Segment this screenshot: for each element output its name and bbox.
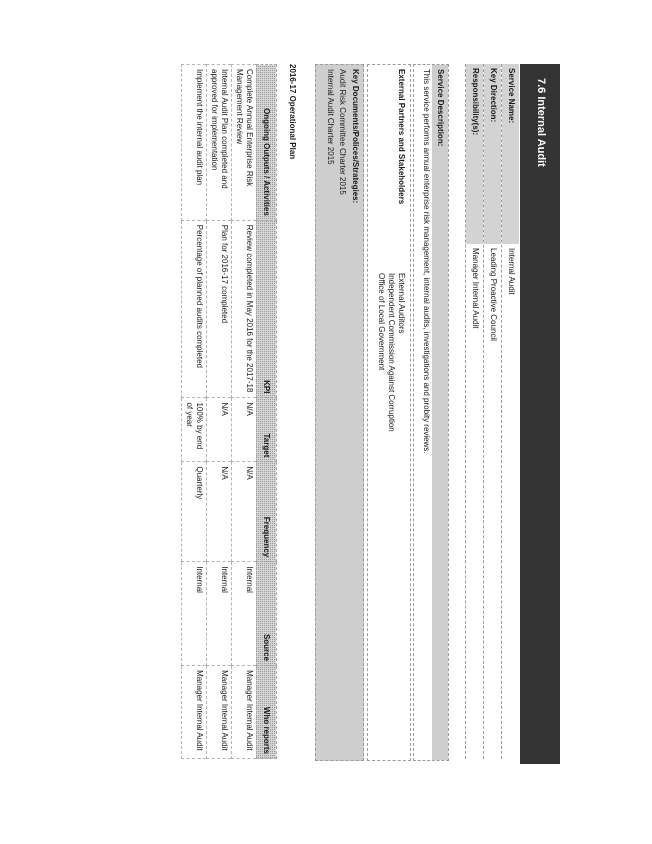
service-info-table <box>465 64 519 759</box>
section-title-bar <box>520 64 560 764</box>
partners-list <box>376 273 406 432</box>
service-description-heading: Service Description: <box>432 65 448 760</box>
key-document-item: Internal Audit Charter 2015 <box>326 69 335 165</box>
cell-frequency: Quarterly <box>182 462 207 562</box>
col-header-activities: Ongoing Outputs / Activities <box>257 65 277 221</box>
cell-target: 100% by end of year <box>182 398 207 462</box>
responsibility-label: Responsibility(s): <box>466 64 483 244</box>
operational-plan-table <box>181 64 277 759</box>
cell-source: Internal <box>182 562 207 666</box>
operational-plan-title: 2016-17 Operational Plan <box>288 64 297 160</box>
rotated-document-page <box>30 64 560 764</box>
cell-kpi: Percentage of planned audits completed <box>182 220 207 398</box>
partner-item: Office of Local Government <box>377 273 386 371</box>
responsibility-value: Manager Internal Audit <box>471 248 480 329</box>
key-direction-label: Key Direction: <box>484 64 501 244</box>
cell-activity: Internal Audit Plan completed and approved for implementation <box>207 65 232 221</box>
partner-item: Independent Commission Against Corruption <box>387 273 396 432</box>
key-documents-box <box>315 64 364 761</box>
cell-target: N/A <box>207 398 232 462</box>
cell-activity: Implement the internal audit plan <box>182 65 207 221</box>
key-document-item: Audit Risk Committee Charter 2015 <box>338 69 347 195</box>
cell-source: Internal <box>207 562 232 666</box>
key-direction-row <box>483 64 501 759</box>
table-row <box>182 65 207 759</box>
plan-header-row <box>257 65 277 759</box>
col-header-who-reports: Who reports <box>257 666 277 759</box>
key-documents-heading: Key Documents/Polices/Strategies: <box>351 69 360 204</box>
cell-kpi: Review completed in May 2016 for the 2017-18 <box>232 220 257 398</box>
cell-who-reports: Manager Internal Audit <box>232 666 257 759</box>
cell-target: N/A <box>232 398 257 462</box>
cell-kpi: Plan for 2016-17 completed <box>207 220 232 398</box>
table-row <box>207 65 232 759</box>
cell-source: Internal <box>232 562 257 666</box>
service-name-value: Internal Audit <box>507 248 516 295</box>
service-description-box <box>413 64 449 761</box>
partners-box <box>367 64 411 761</box>
col-header-target: Target <box>257 398 277 462</box>
partners-heading: External Partners and Stakeholders <box>397 69 406 205</box>
service-name-label: Service Name: <box>502 64 519 244</box>
cell-who-reports: Manager Internal Audit <box>182 666 207 759</box>
cell-frequency: N/A <box>232 462 257 562</box>
section-title: 7.6 Internal Audit <box>535 78 547 167</box>
service-description-text: This service performs annual enterprise risk management, internal audits, investigations and probity reviews. <box>422 69 431 454</box>
col-header-kpi: KPI <box>257 220 277 398</box>
col-header-frequency: Frequency <box>257 462 277 562</box>
col-header-source: Source <box>257 562 277 666</box>
responsibility-row <box>465 64 483 759</box>
table-row <box>232 65 257 759</box>
cell-who-reports: Manager Internal Audit <box>207 666 232 759</box>
partner-item: External Auditors <box>397 273 406 334</box>
cell-activity: Complete Annual Enterprise Risk Management Review <box>232 65 257 221</box>
cell-frequency: N/A <box>207 462 232 562</box>
service-name-row <box>501 64 519 759</box>
key-direction-value: Leading Proactive Council <box>489 248 498 341</box>
